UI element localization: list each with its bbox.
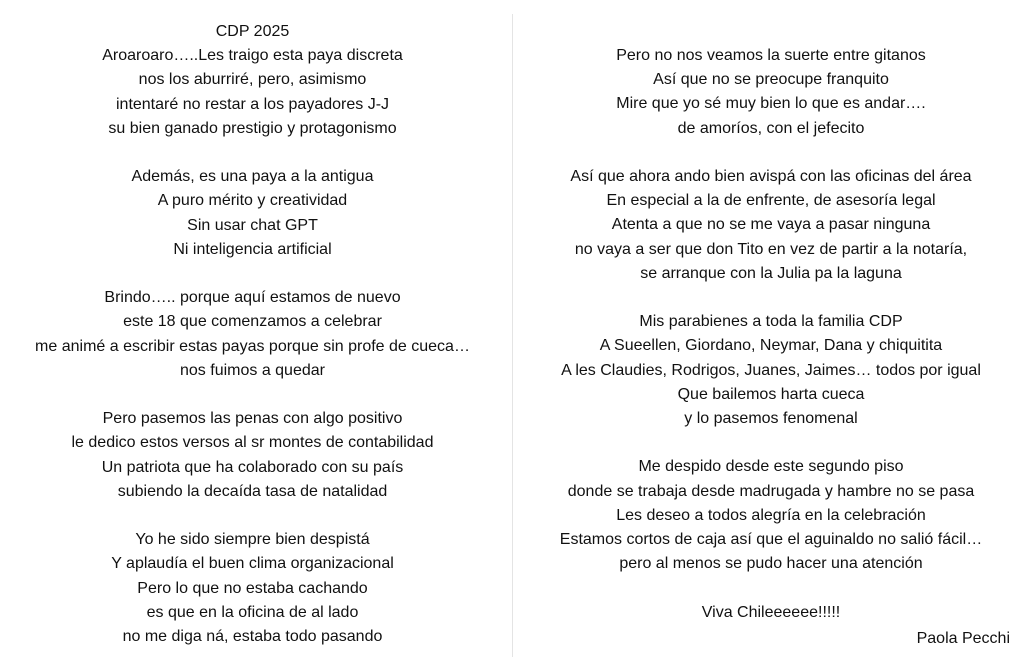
column-divider [512, 14, 513, 657]
verse-line: Les deseo a todos alegría en la celebración [616, 506, 926, 524]
verse-line: donde se trabaja desde madrugada y hambre no se pasa [567, 482, 975, 500]
stanza-left-1 [0, 44, 505, 141]
verse-line: Yo he sido siempre bien despistá [135, 531, 370, 549]
verse-line: no vaya a ser que don Tito en vez de partir a la notaría, [574, 240, 968, 258]
verse-line: Ni inteligencia artificial [173, 240, 332, 258]
right-column [518, 44, 1024, 625]
poem-title-block [0, 20, 505, 44]
verse-line: su bien ganado prestigio y protagonismo [108, 119, 397, 137]
stanza-left-4 [0, 407, 505, 504]
verse-line: Así que ahora ando bien avispá con las oficinas del área [570, 168, 972, 185]
verse-line: Me despido desde este segundo piso [638, 458, 904, 476]
verse-line: le dedico estos versos al sr montes de contabilidad [71, 434, 434, 452]
verse-line: Sin usar chat GPT [187, 216, 318, 234]
verse-line: nos los aburriré, pero, asimismo [138, 71, 367, 89]
stanza-left-5 [0, 528, 505, 649]
verse-line: A puro mérito y creatividad [157, 192, 348, 210]
verse-line: se arranque con la Julia pa la laguna [640, 264, 902, 282]
left-column [0, 20, 505, 649]
verse-line: es que en la oficina de al lado [146, 603, 359, 621]
stanza-right-4 [518, 455, 1024, 576]
verse-line: Estamos cortos de caja así que el aguinaldo no salió fácil… [559, 531, 983, 549]
author-signature: Paola Pecchi [916, 630, 1010, 647]
verse-line: Y aplaudía el buen clima organizacional [111, 555, 394, 573]
verse-line: Mire que yo sé muy bien lo que es andar…. [616, 95, 926, 113]
verse-line: subiendo la decaída tasa de natalidad [117, 482, 388, 500]
verse-line: A Sueellen, Giordano, Neymar, Dana y chiquitita [599, 337, 943, 355]
stanza-right-1 [518, 44, 1024, 141]
closing-line: Viva Chileeeeee!!!!! [701, 603, 841, 621]
verse-line: Así que no se preocupe franquito [653, 71, 889, 89]
poem-title: CDP 2025 [215, 23, 290, 40]
verse-line: A les Claudies, Rodrigos, Juanes, Jaimes… todos por igual [561, 361, 981, 379]
verse-line: Brindo….. porque aquí estamos de nuevo [104, 289, 401, 307]
verse-line: Pero pasemos las penas con algo positivo [102, 410, 403, 428]
verse-line: Un patriota que ha colaborado con su país [101, 458, 404, 476]
verse-line: no me diga ná, estaba todo pasando [122, 628, 383, 646]
verse-line: Pero lo que no estaba cachando [137, 579, 368, 597]
verse-line: intentaré no restar a los payadores J-J [115, 95, 390, 113]
stanza-right-2 [518, 165, 1024, 286]
verse-line: Pero no nos veamos la suerte entre gitanos [616, 47, 926, 64]
verse-line: de amoríos, con el jefecito [677, 119, 865, 137]
verse-line: y lo pasemos fenomenal [684, 410, 858, 428]
stanza-right-3 [518, 310, 1024, 431]
stanza-left-2 [0, 165, 505, 262]
verse-line: En especial a la de enfrente, de asesoría legal [606, 192, 936, 210]
verse-line: Mis parabienes a toda la familia CDP [639, 313, 903, 331]
verse-line: nos fuimos a quedar [180, 361, 325, 379]
verse-line: Que bailemos harta cueca [677, 385, 865, 403]
verse-line: Atenta a que no se me vaya a pasar ninguna [611, 216, 931, 234]
stanza-right-5 [518, 601, 1024, 625]
stanza-left-3 [0, 286, 505, 383]
verse-line: Aroaroaro…..Les traigo esta paya discreta [102, 47, 403, 65]
verse-line: pero al menos se pudo hacer una atención [619, 555, 923, 573]
verse-line: Además, es una paya a la antigua [131, 168, 374, 186]
verse-line: este 18 que comenzamos a celebrar [123, 313, 382, 331]
verse-line: me animé a escribir estas payas porque sin profe de cueca… [35, 337, 470, 355]
